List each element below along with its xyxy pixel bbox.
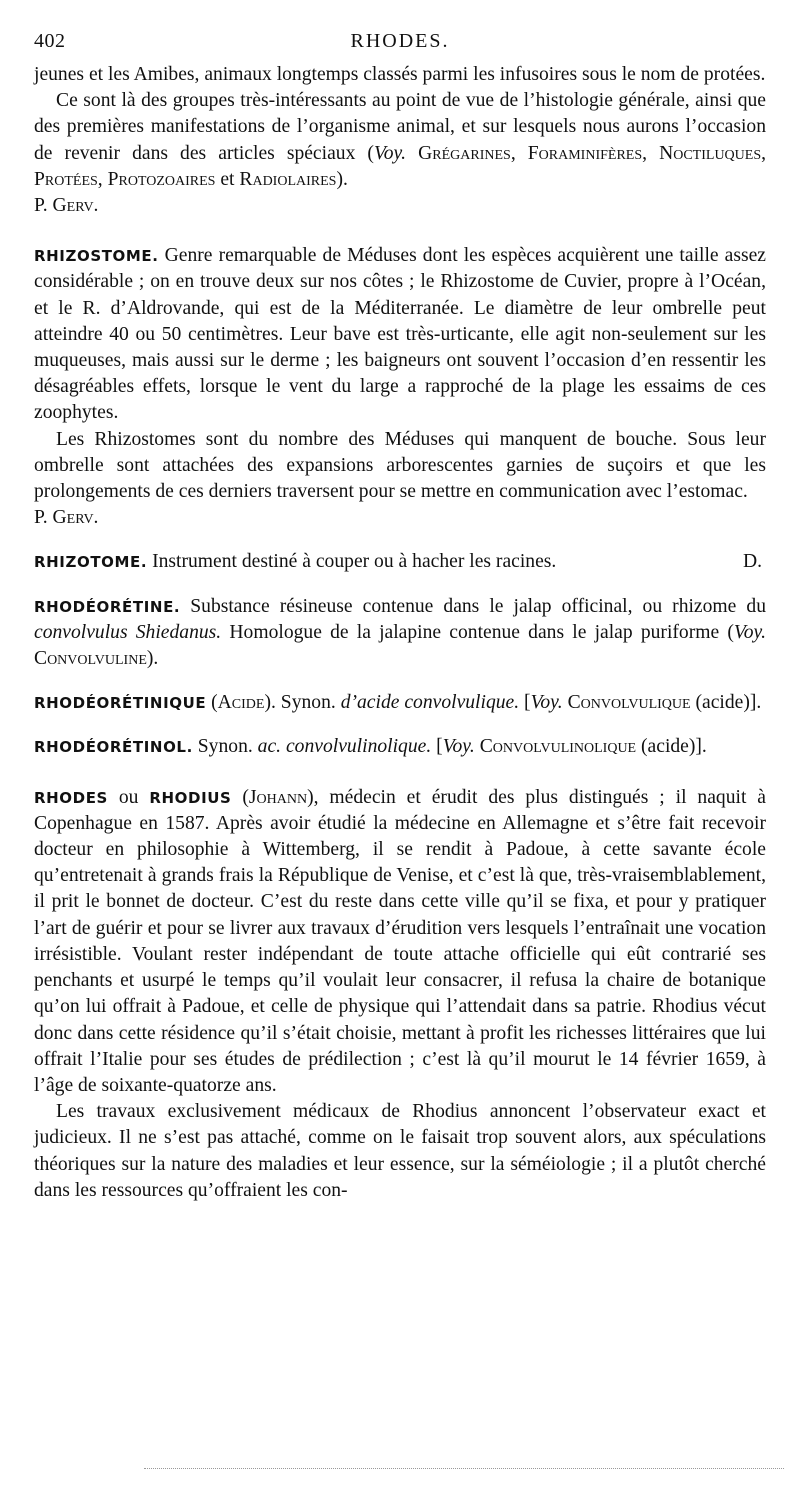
headword-variant: RHODIUS — [149, 788, 232, 807]
conjunction: et — [215, 168, 240, 190]
cross-reference: Convolvulique — [562, 692, 691, 714]
paragraph-end: ). — [336, 168, 348, 190]
bottom-rule — [144, 1468, 784, 1469]
entry-rhodeoretinique — [34, 690, 766, 716]
entry-paragraph — [34, 549, 766, 575]
page-body — [34, 62, 766, 1204]
entry-paragraph: Les travaux exclusivement médicaux de Rhodius annoncent l’observateur exact et judicieux. Il ne s’est pas attaché, comme on le faisait trop souvent alors, aux spéculations théoriques sur la nature des maladies et leur essence, sur la séméiologie ; il a plutôt cherché dans les ressources qu’offraient les con- — [34, 1101, 766, 1201]
paragraph-continuation: jeunes et les Amibes, animaux longtemps classés parmi les infusoires sous le nom de protées. — [34, 64, 766, 85]
entry-rhodeoretinol — [34, 734, 766, 760]
signature: P. Gerv. — [34, 507, 99, 529]
headword: RHODES — [34, 788, 108, 807]
voy-ref: Voy. — [530, 692, 563, 714]
voy-ref: Voy. — [442, 736, 475, 758]
voy-ref: Voy. — [373, 142, 407, 164]
paragraph-text: Ce sont là des groupes très-intéressants au point de vue de l’histologie générale, ainsi que des premières manifestations de l’organisme animal, et sur lesquels nous aurons l’occasion de revenir dans des articles spéciaux ( — [34, 90, 766, 164]
headword: RHODÉORÉTINE. — [34, 597, 181, 616]
entry-rhodes — [34, 785, 766, 1204]
entry-paragraph: Les Rhizostomes sont du nombre des Méduses qui manquent de bouche. Sous leur ombrelle sont attachées des expansions arborescentes garnies de suçoirs et que les prolongements de ces derniers traversent pour se mettre en communication avec l’estomac. — [34, 428, 766, 503]
entry-rhodeoretine — [34, 594, 766, 673]
entry-text: Instrument destiné à couper ou à hacher les racines. — [147, 551, 557, 573]
headword: RHODÉORÉTINIQUE — [34, 694, 207, 713]
cross-reference-last: Radiolaires — [239, 168, 337, 190]
entry-paragraph: RHODÉORÉTINOL. Synon. ac. convolvulinolique. [Voy. Convolvulinolique (acide)]. — [34, 736, 707, 758]
given-name: Johann — [248, 786, 308, 808]
page-number: 402 — [34, 30, 66, 52]
entry-paragraph: RHODES ou RHODIUS (Johann), médecin et érudit des plus distingués ; il naquit à Copenhague en 1587. Après avoir étudié la médecine en Allemagne et s’être fait recevoir docteur en philosophie à Wittemberg, il se rendit à Padoue, à cette savante école qu’entretenait à grands frais la République de Venise, et c’est là que, très-vraisemblablement, il prit le bonnet de docteur. C’est du reste dans cette ville qu’il se fixa, et pour y pratiquer l’art de guérir et pour se livrer aux travaux d’érudition vers lesquels l’entraînait une vocation irrésistible. Voulant rester indépendant de toute attache officielle qui eût contrarié ses penchants et usurpé le temps qu’il voulait leur consacrer, il refusa la chaire de botanique qu’on lui offrait à Padoue, et celle de physique qui l’attendait dans sa patrie. Rhodius vécut donc dans cette résidence qu’il s’était choisie, mettant à profit les richesses littéraires que lui offrait l’Italie pour ses études de prédilection ; c’est là qu’il mourut le 14 février 1659, à l’âge de soixante-quatorze ans. — [34, 786, 766, 1096]
running-header — [34, 30, 766, 56]
entry-rhizotome — [34, 549, 766, 575]
voy-ref: Voy. — [733, 621, 767, 643]
headword: RHIZOSTOME. — [34, 247, 159, 266]
entry-paragraph — [34, 243, 766, 426]
entry-text: Genre remarquable de Méduses dont les espèces acquièrent une taille assez considérable ; on en trouve deux sur nos côtes ; le Rhizostome de Cuvier, propre à l’Océan, et le R. d’Aldrovande, qui est de la Méditerranée. Le diamètre de leur ombrelle peut atteindre 40 ou 50 centimètres. Leur bave est très-urticante, elle agit non-seulement sur les muqueuses, mais aussi sur le derme ; les baigneurs ont souvent l’occasion d’en ressentir les désagréables effets, lorsque le vent du large a rapproché de la plage les essaims de ces zoophytes. — [34, 245, 766, 424]
entry-paragraph: RHODÉORÉTINIQUE (Acide). Synon. d’acide convolvulique. [Voy. Convolvulique (acide)]. — [34, 692, 762, 714]
cross-reference: Convolvuline — [34, 648, 147, 670]
running-title: RHODES. — [350, 30, 450, 52]
entry-rhizostome — [34, 243, 766, 531]
entry-paragraph: RHODÉORÉTINE. Substance résineuse contenue dans le jalap officinal, ou rhizome du convolvulus Shiedanus. Homologue de la jalapine contenue dans le jalap puriforme (Voy. Convolvuline). — [34, 595, 767, 670]
headword: RHIZOTOME. — [34, 553, 148, 572]
cross-reference: Convolvulinolique — [474, 736, 637, 758]
signature: P. Gerv. — [34, 195, 99, 217]
paragraph-groups — [34, 88, 766, 193]
cross-references: Grégarines, Foraminifères, Noctiluques, Protées, Protozoaires — [34, 142, 767, 190]
signature: D. — [742, 551, 762, 573]
headword: RHODÉORÉTINOL. — [34, 738, 193, 757]
